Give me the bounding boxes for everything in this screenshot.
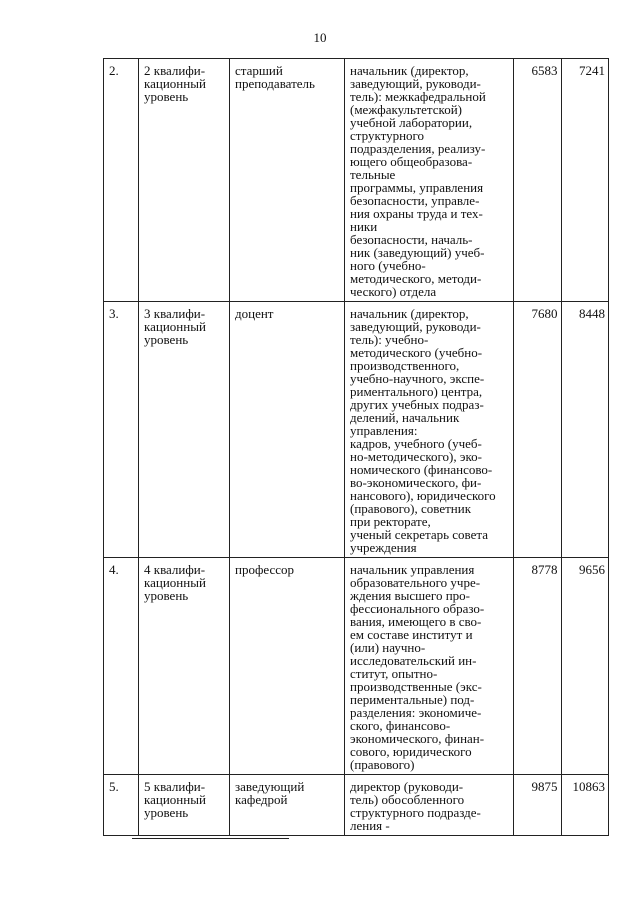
qualification-table (103, 58, 609, 836)
head-positions: начальник (директор, заведующий, руководи- тель): учебно- методического (учебно- производственного, учебно-научного, экспе- риментального) центра, других учебных подраз- делений, начальник управления: кадров, учебного (учеб- но-методического), эко- номического (финансово- во-экономического, фи- нансового), юридического (правового), советник при ректорате, ученый секретарь совета учреждения (345, 302, 514, 558)
head-positions: начальник управления образовательного учре- ждения высшего про- фессионального образо- вания, имеющего в сво- ем составе институт и (или) научно- исследовательский ин- ститут, опытно- производственные (экс- периментальные) под- разделения: экономиче- ского, финансово- экономического, финан- сового, юридического (правового) (345, 558, 514, 775)
head-positions: начальник (директор, заведующий, руководи- тель): межкафедральной (межфакультетской) учебной лаборатории, структурного подразделения, реализу- ющего общеобразова- тельные программы, управления безопасности, управле- ния охраны труда и тех- ники безопасности, началь- ник (заведующий) учеб- ного (учебно- методического, методи- ческого) отдела (345, 59, 514, 302)
salary-value-1: 9875 (514, 775, 562, 836)
salary-value-2: 8448 (561, 302, 609, 558)
table-row (104, 302, 609, 558)
row-number: 5. (104, 775, 139, 836)
position-title: старший преподаватель (230, 59, 345, 302)
footnote-divider (132, 838, 289, 839)
table-row (104, 59, 609, 302)
table-row (104, 775, 609, 836)
table-row (104, 558, 609, 775)
row-number: 4. (104, 558, 139, 775)
salary-value-2: 10863 (561, 775, 609, 836)
row-number: 2. (104, 59, 139, 302)
qualification-level: 2 квалифи- кационный уровень (139, 59, 230, 302)
salary-value-1: 6583 (514, 59, 562, 302)
qualification-level: 4 квалифи- кационный уровень (139, 558, 230, 775)
salary-value-1: 8778 (514, 558, 562, 775)
salary-value-2: 7241 (561, 59, 609, 302)
salary-value-1: 7680 (514, 302, 562, 558)
page-number: 10 (313, 30, 327, 45)
row-number: 3. (104, 302, 139, 558)
head-positions: директор (руководи- тель) обособленного структурного подразде- ления - (345, 775, 514, 836)
salary-value-2: 9656 (561, 558, 609, 775)
qualification-level: 3 квалифи- кационный уровень (139, 302, 230, 558)
qualification-level: 5 квалифи- кационный уровень (139, 775, 230, 836)
position-title: профессор (230, 558, 345, 775)
position-title: заведующий кафедрой (230, 775, 345, 836)
position-title: доцент (230, 302, 345, 558)
